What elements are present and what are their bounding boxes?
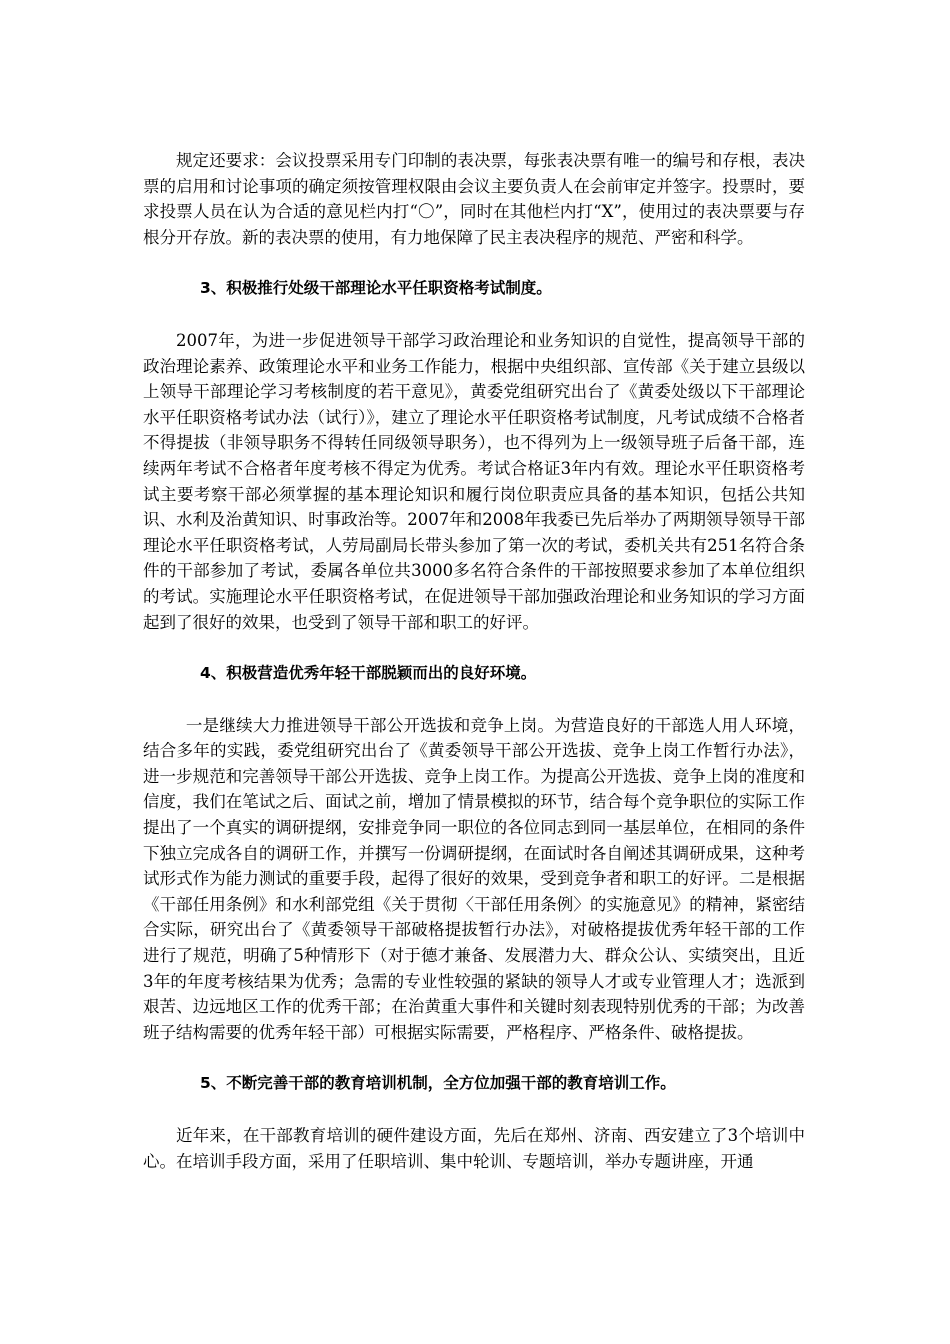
paragraph-voting-rules: 规定还要求：会议投票采用专门印制的表决票，每张表决票有唯一的编号和存根，表决票的启用和讨论事项的确定须按管理权限由会议主要负责人在会前审定并签字。投票时，要求投票人员在认为合适的意见栏内打“〇”，同时在其他栏内打“X”，使用过的表决票要与存根分开存放。新的表决票的使用，有力地保障了民主表决程序的规范、严密和科学。 bbox=[143, 151, 805, 247]
document-page bbox=[143, 148, 805, 1174]
spacer bbox=[143, 687, 805, 713]
section-heading-3: 3、积极推行处级干部理论水平任职资格考试制度。 bbox=[200, 279, 552, 298]
spacer bbox=[143, 635, 805, 661]
spacer bbox=[143, 302, 805, 328]
spacer bbox=[143, 1045, 805, 1071]
section-heading-5: 5、不断完善干部的教育培训机制，全方位加强干部的教育培训工作。 bbox=[200, 1074, 676, 1093]
section-heading-4: 4、积极营造优秀年轻干部脱颖而出的良好环境。 bbox=[200, 664, 537, 683]
paragraph-young-cadres: 一是继续大力推进领导干部公开选拔和竞争上岗。为营造良好的干部选人用人环境，结合多年的实践，委党组研究出台了《黄委领导干部公开选拔、竞争上岗工作暂行办法》，进一步规范和完善领导干部公开选拔、竞争上岗工作。为提高公开选拔、竞争上岗的准度和信度，我们在笔试之后、面试之前，增加了情景模拟的环节，结合每个竞争职位的实际工作提出了一个真实的调研提纲，安排竞争同一职位的各位同志到同一基层单位，在相同的条件下独立完成各自的调研工作，并撰写一份调研提纲，在面试时各自阐述其调研成果，这种考试形式作为能力测试的重要手段，起得了很好的效果，受到竞争者和职工的好评。二是根据《干部任用条例》和水利部党组《关于贯彻〈干部任用条例〉的实施意见》的精神，紧密结合实际，研究出台了《黄委领导干部破格提拔暂行办法》，对破格提拔优秀年轻干部的工作进行了规范，明确了5种情形下（对于德才兼备、发展潜力大、群众公认、实绩突出，且近3年的年度考核结果为优秀；急需的专业性较强的紧缺的领导人才或专业管理人才；选派到艰苦、边远地区工作的优秀干部；在治黄重大事件和关键时刻表现特别优秀的干部；为改善班子结构需要的优秀年轻干部）可根据实际需要，严格程序、严格条件、破格提拔。 bbox=[143, 715, 805, 1042]
paragraph-training: 近年来，在干部教育培训的硬件建设方面，先后在郑州、济南、西安建立了3个培训中心。在培训手段方面，采用了任职培训、集中轮训、专题培训，举办专题讲座，开通 bbox=[143, 1126, 805, 1171]
paragraph-exam-system: 2007年，为进一步促进领导干部学习政治理论和业务知识的自觉性，提高领导干部的政治理论素养、政策理论水平和业务工作能力，根据中央组织部、宣传部《关于建立县级以上领导干部理论学习考核制度的若干意见》，黄委党组研究出台了《黄委处级以下干部理论水平任职资格考试办法（试行）》，建立了理论水平任职资格考试制度，凡考试成绩不合格者不得提拔（非领导职务不得转任同级领导职务），也不得列为上一级领导班子后备干部，连续两年考试不合格者年度考核不得定为优秀。考试合格证3年内有效。理论水平任职资格考试主要考察干部必须掌握的基本理论知识和履行岗位职责应具备的基本知识，包括公共知识、水利及治黄知识、时事政治等。2007年和2008年我委已先后举办了两期领导领导干部理论水平任职资格考试，人劳局副局长带头参加了第一次的考试，委机关共有251名符合条件的干部参加了考试，委属各单位共3000多名符合条件的干部按照要求参加了本单位组织的考试。实施理论水平任职资格考试，在促进领导干部加强政治理论和业务知识的学习方面起到了很好的效果，也受到了领导干部和职工的好评。 bbox=[143, 330, 805, 632]
spacer bbox=[143, 1097, 805, 1123]
spacer bbox=[143, 250, 805, 276]
